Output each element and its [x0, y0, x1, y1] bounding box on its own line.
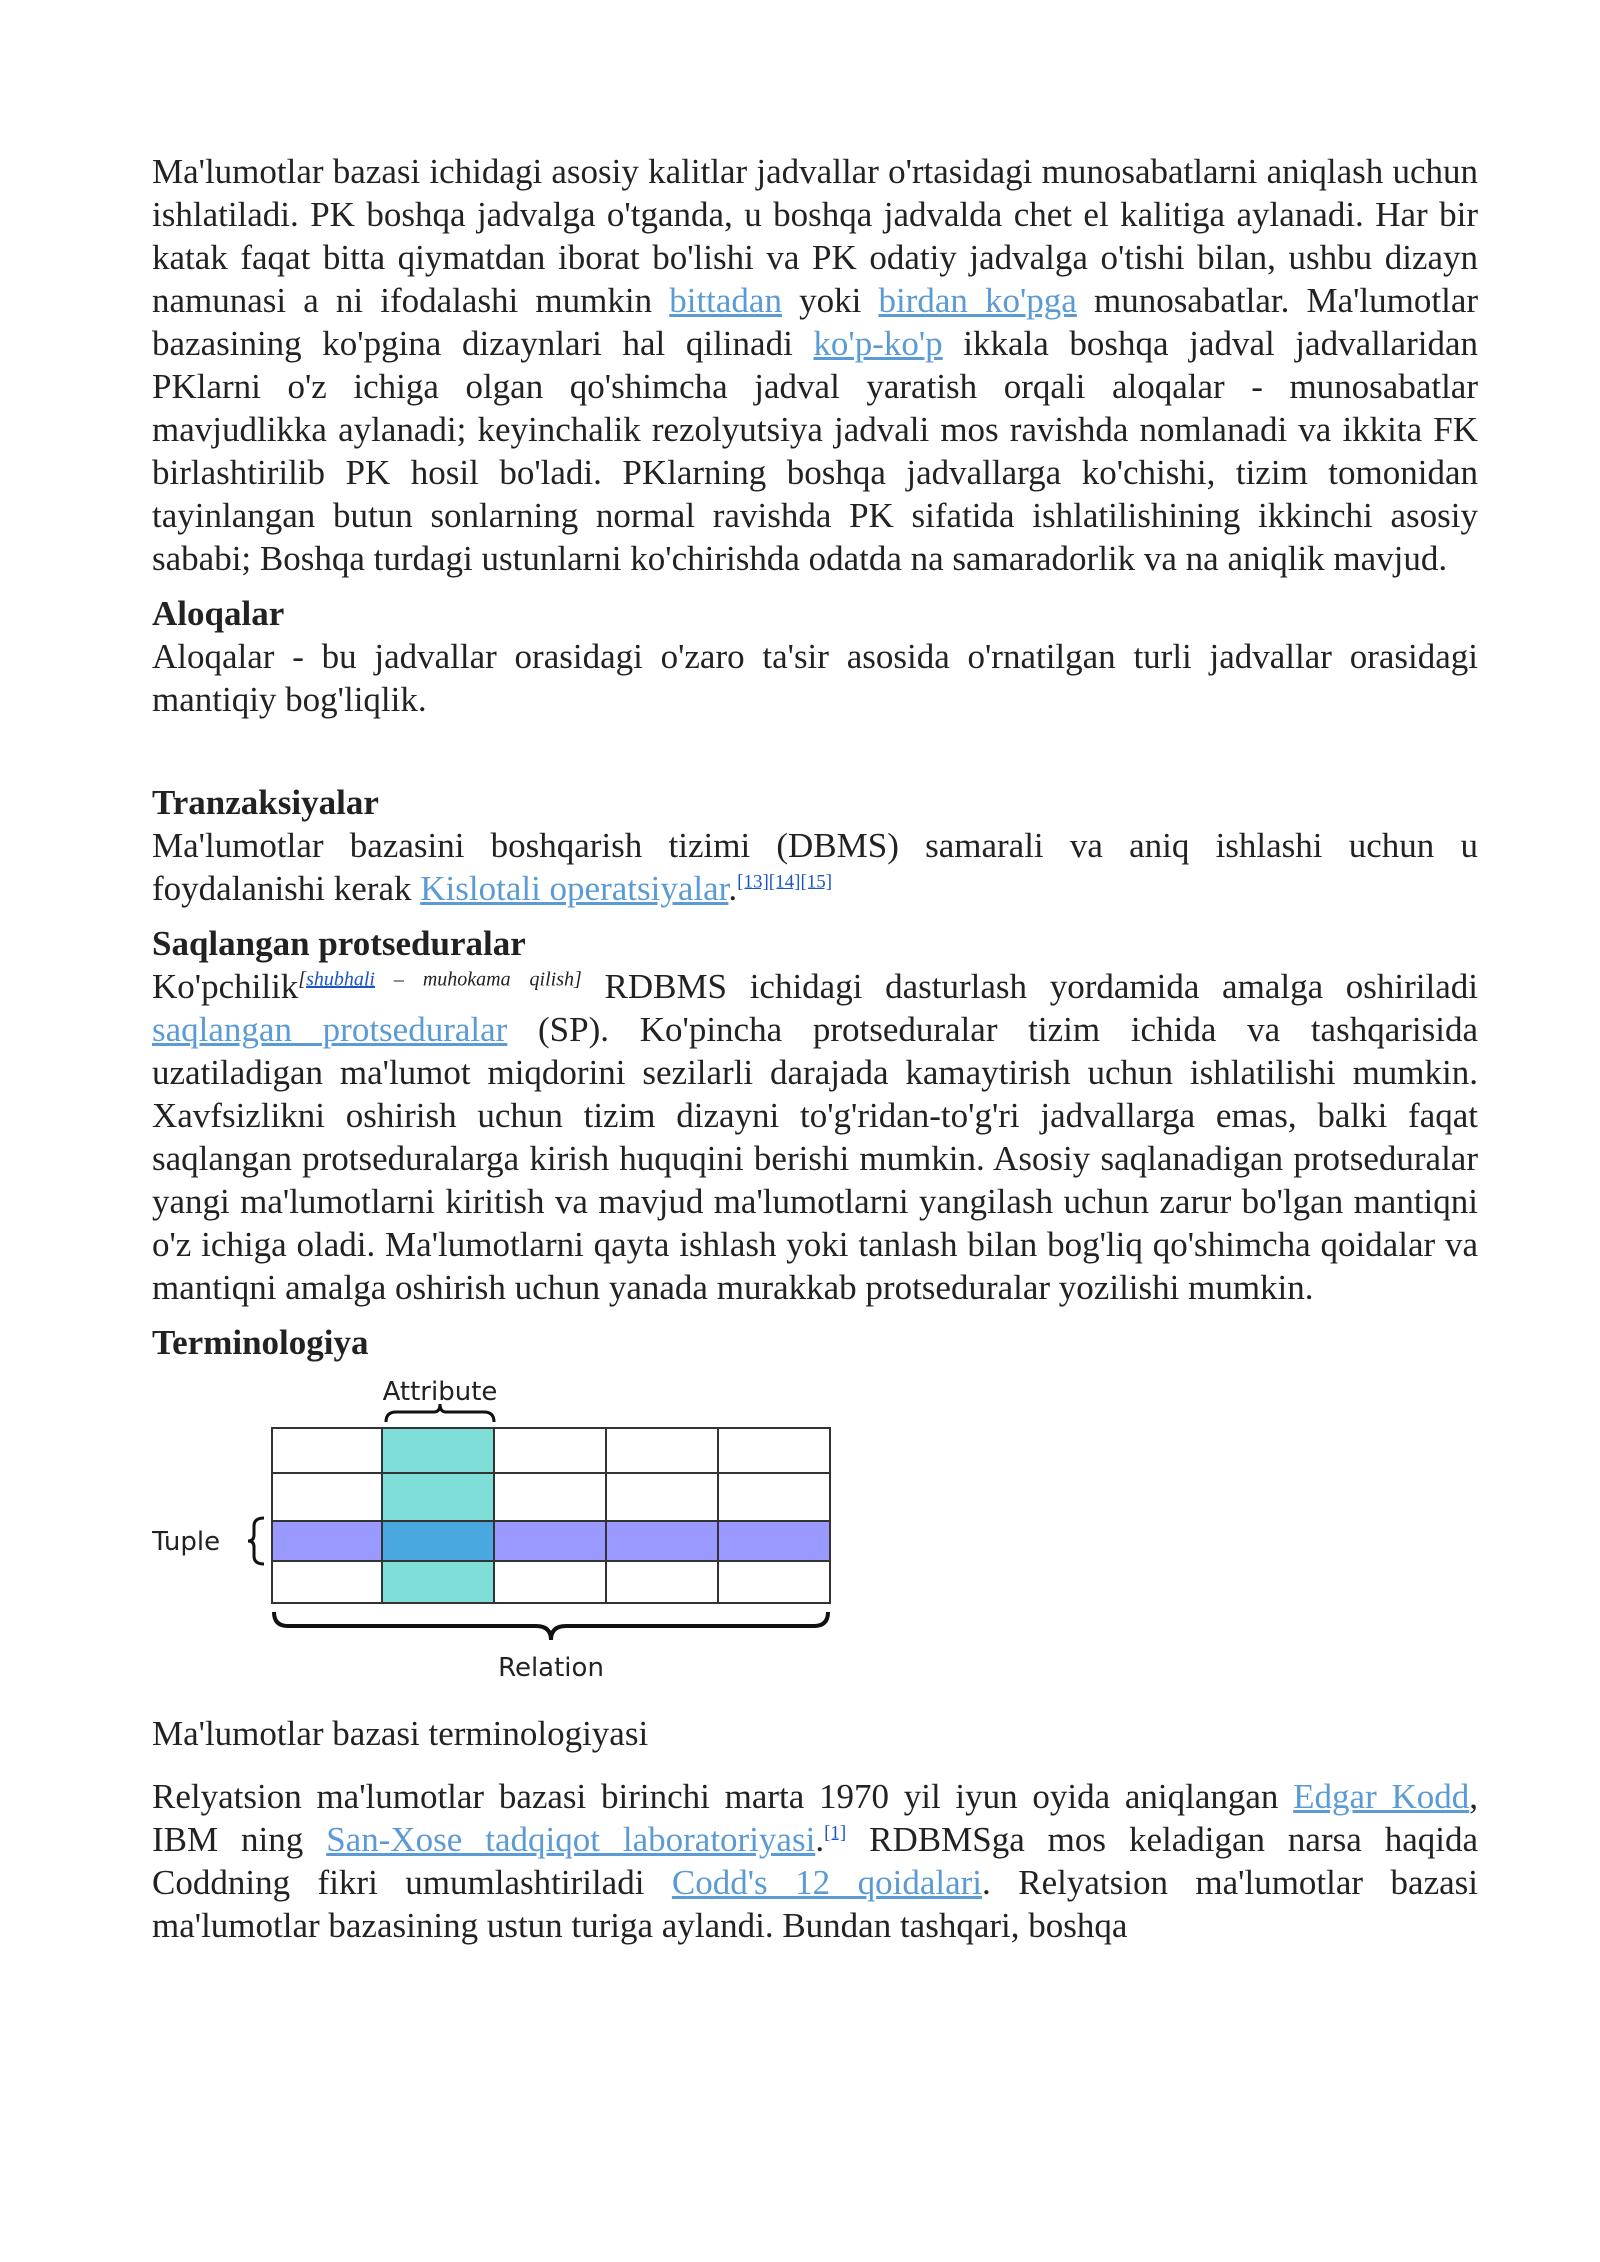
text-run: Relyatsion ma'lumotlar bazasi birinchi marta 1970 yil iyun oyida aniqlangan — [152, 1777, 1294, 1816]
terminologiya-paragraph — [152, 1775, 1478, 1947]
protseduralar-paragraph — [152, 965, 1478, 1309]
link-kop-kop[interactable]: ko'p-ko'p — [813, 324, 943, 363]
link-birdan-kopga[interactable]: birdan ko'pga — [878, 281, 1077, 320]
text-run: (SP). Ko'pincha protseduralar tizim ichida va tashqarisida uzatiladigan ma'lumot miqdorini sezilarli darajada kamaytirish uchun ishlatilishi mumkin. Xavfsizlikni oshirish uchun tizim dizayni to'g'ridan-to'g'ri jadvallarga emas, balki faqat saqlangan protseduralarga kirish huquqini berishi mumkin. Asosiy saqlanadigan protseduralar yangi ma'lumotlarni kiritish va mavjud ma'lumotlarni yangilash uchun zarur bo'lgan mantiqni o'z ichiga oladi. Ma'lumotlarni qayta ishlash yoki tanlash bilan bog'liq qo'shimcha qoidalar va mantiqni amalga oshirish uchun yanada murakkab protseduralar yozilishi mumkin. — [152, 1010, 1478, 1307]
tuple-row — [272, 1521, 830, 1561]
citation-group — [737, 871, 832, 892]
link-muhokama[interactable]: – muhokama qilish — [375, 968, 574, 991]
heading-tranzaksiyalar: Tranzaksiyalar — [152, 783, 379, 822]
intro-paragraph — [152, 150, 1478, 580]
text-run: Ma'lumotlar bazasi ichidagi asosiy kalitlar jadvallar o'rtasidagi munosabatlarni aniqlash uchun ishlatiladi. PK boshqa jadvalga o'tganda, u boshqa jadvalda chet el kalitiga aylanadi. Har bir katak faqat bitta qiymatdan iborat bo'lishi va PK odatiy jadvalga o'tishi bilan, ushbu dizayn namunasi a ni ifodalashi mumkin — [152, 152, 1478, 320]
overlap-cell — [382, 1521, 494, 1561]
relation-diagram — [152, 1368, 852, 1698]
table-grid — [272, 1428, 830, 1603]
citation-15[interactable]: [15] — [800, 871, 833, 893]
text-run: . Relyatsion ma'lumotlar bazasi ma'lumotlar bazasining ustun turiga aylandi. Bundan tashqari, boshqa — [152, 1863, 1478, 1945]
link-kislotali-operatsiyalar[interactable]: Kislotali operatsiyalar — [420, 869, 729, 908]
citation-13[interactable]: [13] — [737, 871, 769, 893]
text-run: munosabatlar. Ma'lumotlar bazasining ko'pgina dizaynlari hal qilinadi — [152, 281, 1479, 363]
link-edgar-kodd[interactable]: Edgar Kodd — [1293, 1777, 1470, 1816]
text-run: RDBMS ichidagi dasturlash yordamida amalga oshiriladi — [581, 967, 1478, 1006]
text-run: yoki — [781, 281, 879, 320]
link-codds-12-rules[interactable]: Codd's 12 qoidalari — [671, 1863, 983, 1902]
citation-14[interactable]: [14] — [768, 871, 801, 893]
text-run: RDBMSga mos keladigan narsa haqida Coddning fikri umumlashtiriladi — [152, 1820, 1478, 1902]
link-san-xose-laboratoriyasi[interactable]: San-Xose tadqiqot laboratoriyasi — [326, 1820, 816, 1859]
link-saqlangan-protseduralar[interactable]: saqlangan protseduralar — [152, 1010, 508, 1049]
relation-diagram-svg — [152, 1368, 852, 1698]
link-shubhali[interactable]: shubhali — [306, 968, 375, 991]
dubious-note: [shubhali – muhokama qilish] — [298, 968, 582, 991]
relation-label: Relation — [498, 1653, 604, 1683]
tuple-label: Tuple — [152, 1527, 221, 1557]
link-bittadan[interactable]: bittadan — [669, 281, 782, 320]
figure-caption: Ma'lumotlar bazasi terminologiyasi — [152, 1714, 649, 1753]
heading-saqlangan-protseduralar: Saqlangan protseduralar — [152, 924, 526, 963]
heading-terminologiya: Terminologiya — [152, 1323, 369, 1362]
text-run: . — [728, 869, 738, 908]
relation-brace — [274, 1612, 828, 1640]
tranzaksiyalar-paragraph — [152, 824, 1478, 910]
citation-1[interactable]: [1] — [824, 1822, 847, 1844]
attribute-column — [382, 1428, 494, 1603]
heading-aloqalar: Aloqalar — [152, 594, 285, 633]
text-run: Ko'pchilik — [152, 967, 299, 1006]
text-run: . — [815, 1820, 825, 1859]
text-run: ikkala boshqa jadval jadvallaridan PKlarni o'z ichiga olgan qo'shimcha jadval yaratish orqali aloqalar - munosabatlar mavjudlikka aylanadi; keyinchalik rezolyutsiya jadvali mos ravishda nomlanadi va ikkita FK birlashtirilib PK hosil bo'ladi. PKlarning boshqa jadvallarga ko'chishi, tizim tomonidan tayinlangan butun sonlarning normal ravishda PK sifatida ishlatilishining ikkinchi asosiy sababi; Boshqa turdagi ustunlarni ko'chirishda odatda na samaradorlik va na aniqlik mavjud. — [152, 324, 1478, 578]
tuple-brace — [248, 1518, 264, 1564]
aloqalar-paragraph: Aloqalar - bu jadvallar orasidagi o'zaro ta'sir asosida o'rnatilgan turli jadvallar orasidagi mantiqiy bog'liqlik. — [152, 637, 1478, 719]
attribute-label: Attribute — [382, 1377, 498, 1407]
document-page — [152, 150, 1478, 1947]
text-run: , IBM ning — [152, 1777, 1478, 1859]
text-run: Ma'lumotlar bazasini boshqarish tizimi (DBMS) samarali va aniq ishlashi uchun u foydalanishi kerak — [152, 826, 1478, 908]
